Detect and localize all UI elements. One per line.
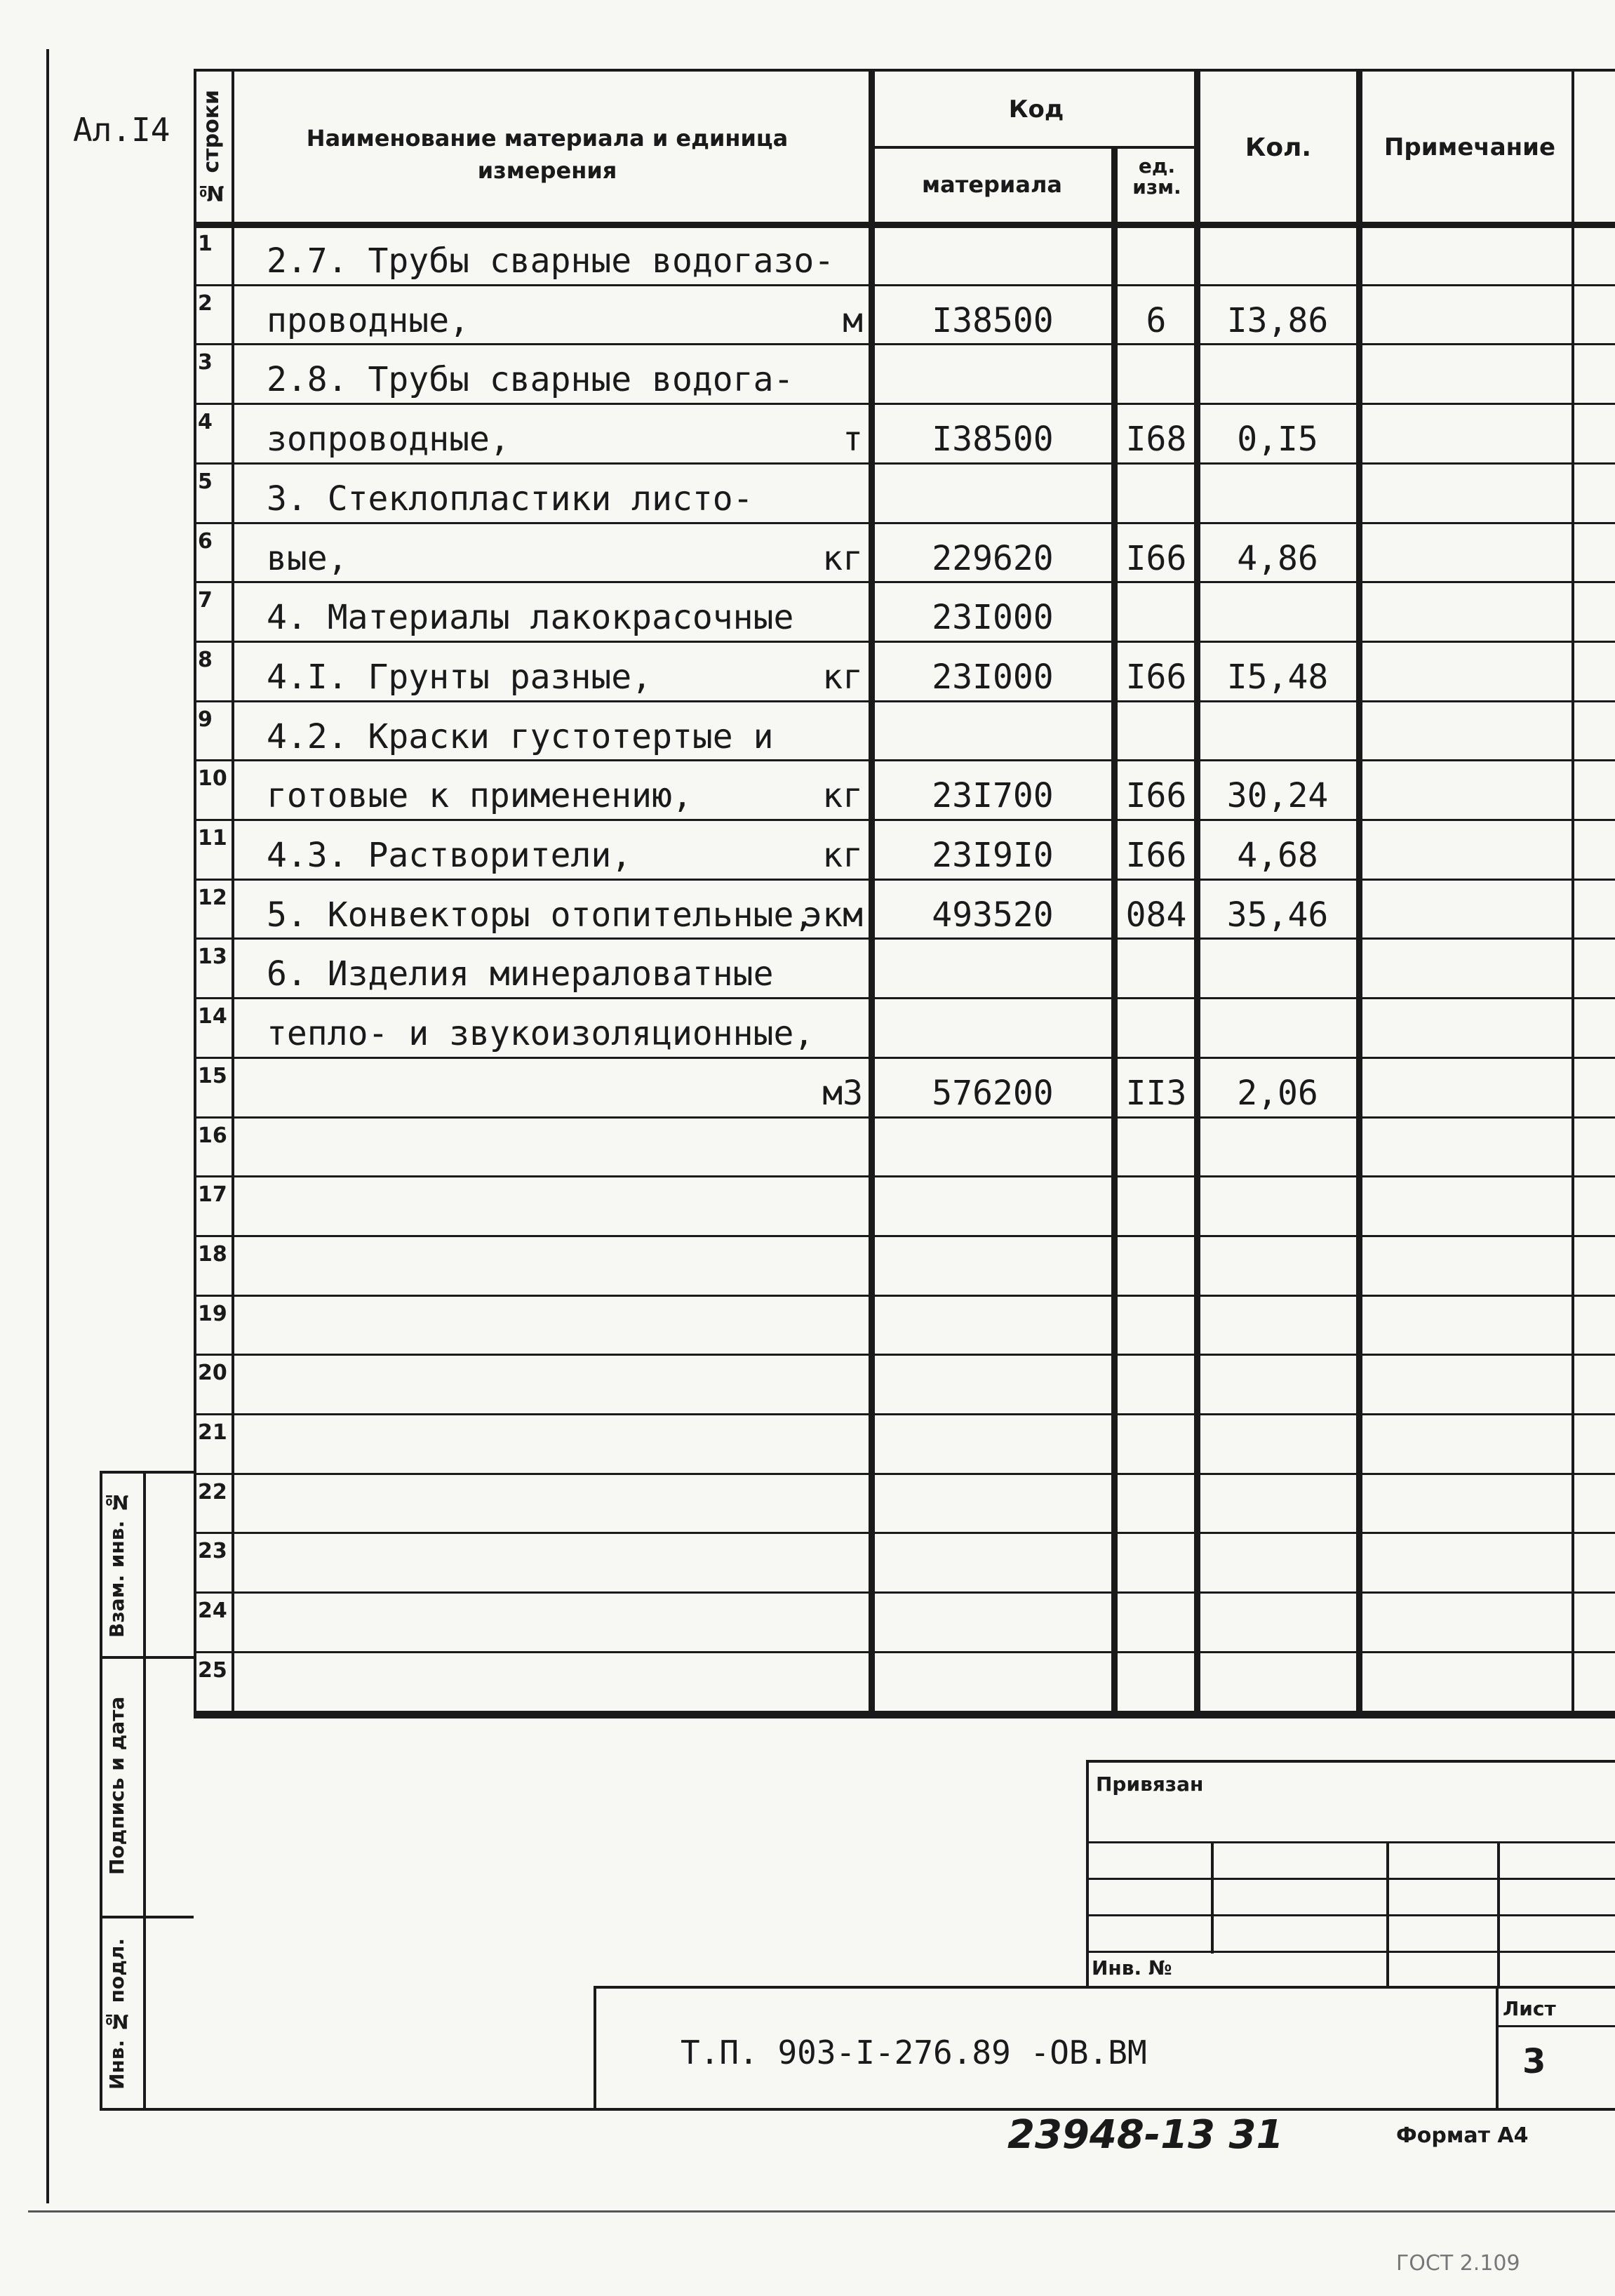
material-code: 229620 [932, 539, 1054, 578]
row-separator [194, 1532, 1615, 1534]
row-separator [194, 1651, 1615, 1653]
code-group-divider [873, 146, 1200, 149]
row-separator [194, 819, 1615, 821]
row-number: 19 [198, 1302, 227, 1326]
row-number: 15 [198, 1064, 227, 1088]
unit-name: кг [822, 836, 863, 875]
material-code: 493520 [932, 895, 1054, 935]
header-bottom-border [194, 222, 1615, 228]
header-code-material: материала [922, 171, 1062, 198]
row-number: 8 [198, 648, 213, 672]
row-number: 13 [198, 945, 227, 969]
unit-code: I66 [1125, 658, 1187, 697]
row-separator [194, 759, 1615, 761]
material-code: 23I000 [932, 598, 1054, 637]
material-code: 23I000 [932, 658, 1054, 697]
tb-main-top [594, 1986, 1615, 1989]
row-separator [194, 1413, 1615, 1415]
quantity: 4,68 [1237, 836, 1318, 875]
col-line-left [194, 69, 196, 1718]
material-name: 2.7. Трубы сварные водогазо- [267, 241, 835, 281]
row-number: 12 [198, 886, 227, 910]
material-code: I38500 [932, 301, 1054, 340]
row-number: 17 [198, 1182, 227, 1207]
stamp-inner [143, 1471, 146, 2109]
row-separator [194, 1473, 1615, 1475]
row-number: 25 [198, 1658, 227, 1683]
row-number: 14 [198, 1004, 227, 1029]
row-separator [194, 1711, 1615, 1713]
material-name: проводные, [267, 301, 469, 340]
row-separator [194, 581, 1615, 583]
material-code: 23I9I0 [932, 836, 1054, 875]
row-number: 16 [198, 1123, 227, 1148]
material-name: 2.8. Трубы сварные водога- [267, 360, 794, 399]
header-name: Наименование материала и единица измерения [306, 125, 789, 184]
unit-name: м [843, 301, 863, 340]
row-separator [194, 1057, 1615, 1059]
header-code: Код [1008, 95, 1064, 124]
tb-grid-3 [1086, 1914, 1615, 1916]
table-top-border [194, 69, 1615, 72]
row-number: 5 [198, 469, 213, 494]
row-number: 6 [198, 529, 213, 554]
tb-vline-2 [1386, 1841, 1389, 1989]
quantity: 30,24 [1226, 776, 1329, 815]
material-name: 4.3. Растворители, [267, 836, 632, 875]
material-code: 576200 [932, 1074, 1054, 1113]
row-separator [194, 522, 1615, 524]
header-note: Примечание [1383, 133, 1556, 161]
handwritten-number: 23948-13 31 [1007, 2112, 1284, 2158]
quantity: 4,86 [1237, 539, 1318, 578]
tb-grid-1 [1086, 1841, 1615, 1843]
row-separator [194, 403, 1615, 405]
stamp-inv-podl: Инв. № подл. [105, 1938, 128, 2090]
material-name: 3. Стеклопластики листо- [267, 479, 753, 519]
stamp-podpis: Подпись и дата [105, 1696, 128, 1876]
margin-line [46, 49, 49, 2203]
unit-name: экм [802, 895, 863, 935]
material-name: вые, [267, 539, 348, 578]
unit-code: I66 [1125, 776, 1187, 815]
row-separator [194, 641, 1615, 643]
header-code-unit: ед. изм. [1132, 154, 1181, 199]
row-separator [194, 462, 1615, 465]
stamp-divider-1 [100, 1656, 194, 1659]
material-name: 6. Изделия минераловатные [267, 954, 774, 994]
quantity: 35,46 [1226, 895, 1329, 935]
row-separator [194, 1235, 1615, 1237]
row-number: 10 [198, 766, 227, 791]
row-number: 18 [198, 1242, 227, 1267]
row-number: 24 [198, 1598, 227, 1623]
row-separator [194, 700, 1615, 702]
row-number: 9 [198, 707, 213, 732]
quantity: I5,48 [1226, 658, 1329, 697]
row-separator [194, 879, 1615, 881]
row-number: 1 [198, 232, 213, 256]
material-name: 5. Конвекторы отопительные, [267, 895, 815, 935]
unit-code: I66 [1125, 836, 1187, 875]
unit-name: кг [822, 658, 863, 697]
row-separator [194, 1295, 1615, 1297]
material-code: 23I700 [932, 776, 1054, 815]
stamp-divider-2 [100, 1916, 194, 1918]
row-number: 7 [198, 588, 213, 613]
format-label: Формат А4 [1396, 2123, 1529, 2148]
row-number: 3 [198, 350, 213, 375]
row-number: 4 [198, 410, 213, 434]
row-separator [194, 1175, 1615, 1177]
row-separator [194, 1116, 1615, 1119]
row-number: 22 [198, 1480, 227, 1504]
col-line-name [869, 69, 875, 1718]
tb-privyazan-top [1086, 1760, 1615, 1763]
col-line-unit [1194, 69, 1200, 1718]
unit-code: I66 [1125, 539, 1187, 578]
tb-grid-4 [1086, 1951, 1615, 1953]
row-number: 11 [198, 826, 227, 850]
header-row-number: № строки [199, 89, 224, 206]
tb-privyazan-left [1086, 1760, 1089, 1989]
row-separator [194, 284, 1615, 286]
gost-label: ГОСТ 2.109 [1396, 2251, 1520, 2276]
material-name: 4.2. Краски густотертые и [267, 717, 774, 756]
tb-vline-3 [1497, 1841, 1500, 1989]
tb-sheet-divider [1496, 2025, 1615, 2027]
row-number: 21 [198, 1420, 227, 1445]
quantity: 0,I5 [1237, 420, 1318, 459]
row-number: 2 [198, 291, 213, 316]
quantity: I3,86 [1226, 301, 1329, 340]
unit-name: т [843, 420, 863, 459]
bottom-trim-line [28, 2210, 1615, 2212]
row-number: 20 [198, 1361, 227, 1385]
row-separator [194, 937, 1615, 940]
tb-sheet-label: Лист [1503, 1997, 1556, 2020]
material-name: 4.I. Грунты разные, [267, 658, 652, 697]
tb-inv-no: Инв. № [1092, 1956, 1172, 1980]
unit-name: м3 [822, 1074, 863, 1113]
tb-privyazan: Привязан [1096, 1773, 1204, 1796]
col-line-right [1572, 69, 1574, 1718]
unit-name: кг [822, 776, 863, 815]
unit-code: 6 [1146, 301, 1167, 340]
col-line-rownum [232, 69, 234, 1718]
tb-vline-1 [1211, 1841, 1214, 1954]
row-separator [194, 997, 1615, 999]
stamp-vzam: Взам. инв. № [105, 1490, 128, 1638]
row-number: 23 [198, 1539, 227, 1563]
sheet-label: Ал.I4 [73, 111, 170, 149]
row-separator [194, 343, 1615, 345]
material-name: готовые к применению, [267, 776, 692, 815]
tb-designation: Т.П. 903-I-276.89 -ОВ.ВМ [681, 2034, 1147, 2071]
material-code: I38500 [932, 420, 1054, 459]
col-line-code [1111, 146, 1118, 1718]
unit-name: кг [822, 539, 863, 578]
tb-main-left [594, 1986, 596, 2109]
unit-code: 084 [1125, 895, 1187, 935]
material-name: зопроводные, [267, 420, 510, 459]
quantity: 2,06 [1237, 1074, 1318, 1113]
unit-code: II3 [1125, 1074, 1187, 1113]
header-qty: Кол. [1245, 133, 1312, 162]
tb-sheet-left [1496, 1986, 1499, 2109]
tb-sheet-number: 3 [1522, 2042, 1546, 2081]
col-line-qty [1356, 69, 1362, 1718]
row-separator [194, 1354, 1615, 1356]
tb-grid-2 [1086, 1878, 1615, 1880]
unit-code: I68 [1125, 420, 1187, 459]
row-separator [194, 1591, 1615, 1594]
stamp-top [100, 1471, 194, 1474]
stamp-bottom [100, 2108, 1615, 2111]
table-bottom-border [194, 1712, 1615, 1718]
material-name: 4. Материалы лакокрасочные [267, 598, 794, 637]
material-name: тепло- и звукоизоляционные, [267, 1014, 815, 1053]
stamp-left [100, 1471, 102, 2109]
